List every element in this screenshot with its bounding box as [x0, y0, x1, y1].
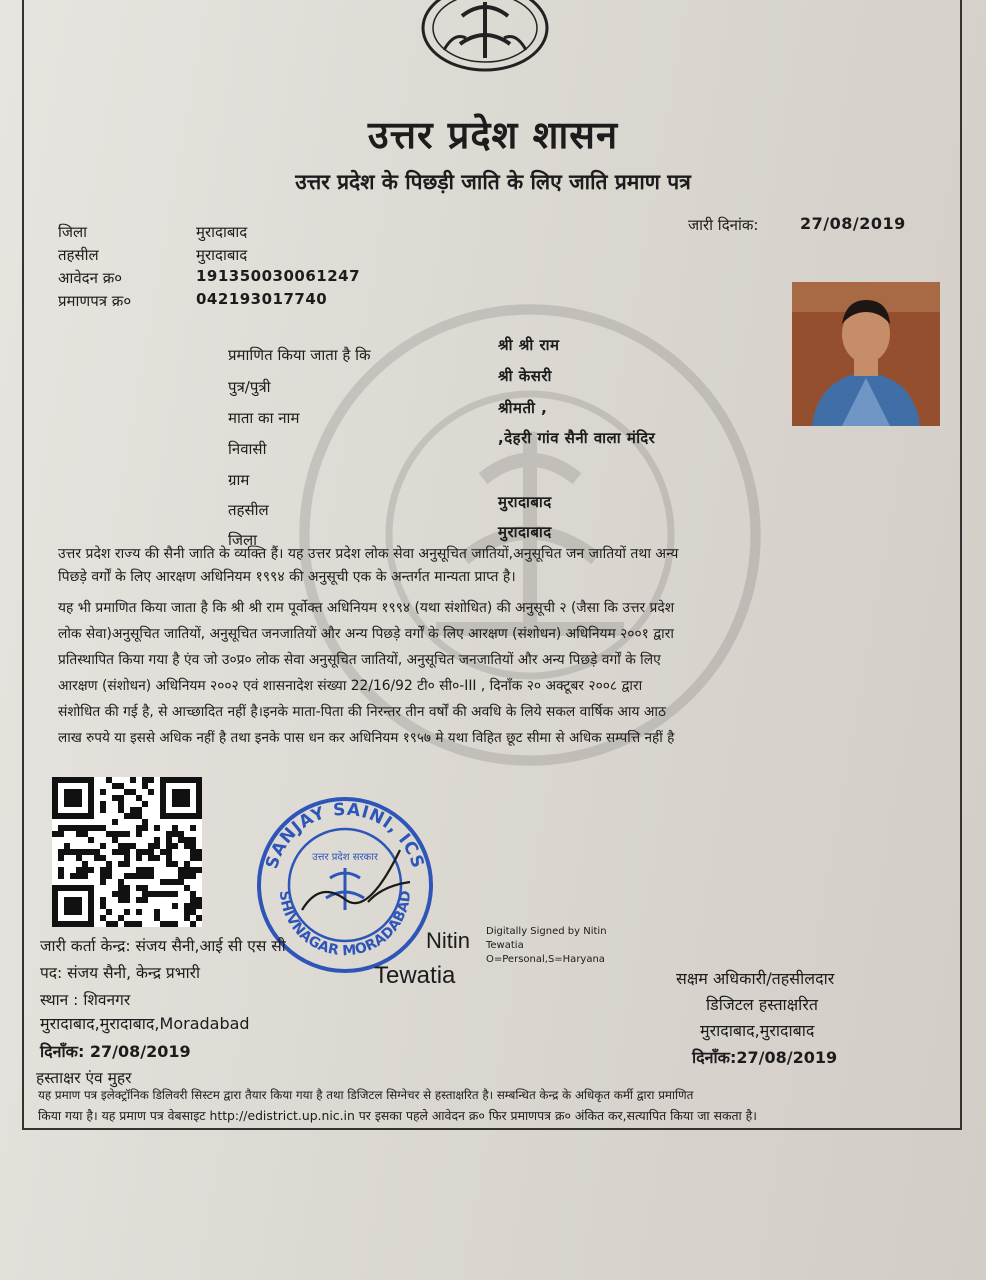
resident-label: निवासी — [228, 440, 267, 458]
para-1-line-1: उत्तर प्रदेश राज्य की सैनी जाति के व्यक्ति हैं। यह उत्तर प्रदेश लोक सेवा अनुसूचित जातियों,अनुसूचित जन जातियों तथा अन्य — [58, 546, 679, 562]
para-2-line-1: यह भी प्रमाणित किया जाता है कि श्री श्री राम पूर्वोक्त अधिनियम १९९४ (यथा संशोधित) की अनुसूची २ (जैसा कि उत्तर प्रदेश — [58, 600, 675, 616]
authority-digitally-signed: डिजिटल हस्ताक्षरित — [706, 995, 818, 1014]
digital-signature-line-1: Digitally Signed by Nitin — [486, 926, 607, 937]
signer-last-name: Tewatia — [374, 962, 456, 989]
signature-seal-label: हस्ताक्षर एंव मुहर — [36, 1069, 132, 1087]
person-district-label: जिला — [228, 531, 258, 549]
certificate-number: 042193017740 — [196, 290, 328, 308]
qr-code — [52, 777, 202, 927]
issue-date-label: जारी दिनांक: — [688, 216, 759, 234]
application-label: आवेदन क्र० — [58, 269, 123, 287]
issuer-place: स्थान : शिवनगर — [40, 991, 131, 1009]
person-name: श्री श्री राम — [498, 336, 560, 354]
authority-date: दिनाँक:27/08/2019 — [692, 1048, 838, 1067]
issue-date: 27/08/2019 — [800, 214, 906, 233]
mother-label: माता का नाम — [228, 409, 300, 427]
stamp-outer-text: SANJAY SAINI, ICS — [262, 799, 428, 872]
person-tehsil-label: तहसील — [228, 501, 269, 519]
person-district-value: मुरादाबाद — [498, 523, 552, 541]
para-2-line-2: लोक सेवा)अनुसूचित जातियों, अनुसूचित जनजातियों और अन्य पिछड़े वर्गों के लिए आरक्षण (संशोधन) अधिनियम २००१ द्वारा — [58, 626, 674, 642]
footer-line-2: किया गया है। यह प्रमाण पत्र वेबसाइट http://edistrict.up.nic.in पर इसका पहले आवेदन क्र० फिर प्रमाणपत्र क्र० अंकित कर,सत्यापित किया जा सकता है। — [38, 1108, 757, 1123]
mother-name: श्रीमती , — [498, 399, 548, 417]
stamp-bottom-text: SHIVNAGAR MORADABAD — [275, 889, 415, 960]
certificate-number-label: प्रमाणपत्र क्र० — [58, 292, 132, 310]
tehsil-label: तहसील — [58, 246, 99, 264]
son-daughter-label: पुत्र/पुत्री — [228, 378, 271, 396]
certify-label: प्रमाणित किया जाता है कि — [228, 346, 371, 364]
footer-line-1: यह प्रमाण पत्र इलेक्ट्रॉनिक डिलिवरी सिस्टम द्वारा तैयार किया गया है तथा डिजिटल सिग्नेचर से हस्ताक्षरित है। सम्बन्धित केन्द्र के अधिकृत कर्मी द्वारा प्रमाणित — [38, 1088, 694, 1102]
emblem-icon — [414, 0, 556, 76]
para-2-line-6: लाख रुपये या इससे अधिक नहीं है तथा इनके पास धन कर अधिनियम १९५७ मे यथा विहित छूट सीमा से अधिक सम्पत्ति नहीं है — [58, 730, 675, 746]
district-label: जिला — [58, 223, 88, 241]
applicant-photo — [792, 282, 940, 426]
certificate-subtitle: उत्तर प्रदेश के पिछड़ी जाति के लिए जाति प्रमाण पत्र — [295, 170, 691, 194]
digital-signature-line-2: Tewatia — [486, 940, 524, 951]
issuer-date: दिनाँक: 27/08/2019 — [40, 1042, 191, 1061]
village-label: ग्राम — [228, 471, 250, 489]
person-tehsil-value: मुरादाबाद — [498, 493, 552, 511]
tehsil-value: मुरादाबाद — [196, 246, 248, 264]
para-1-line-2: पिछड़े वर्गों के लिए आरक्षण अधिनियम १९९४ की अनुसूची एक के अन्तर्गत मान्यता प्राप्त है। — [58, 569, 516, 585]
issuer-address: मुरादाबाद,मुरादाबाद,Moradabad — [40, 1014, 250, 1033]
stamp-inner-text: उत्तर प्रदेश सरकार — [312, 852, 378, 863]
issuer-center: जारी कर्ता केन्द्र: संजय सैनी,आई सी एस सी — [40, 937, 286, 955]
application-number: 191350030061247 — [196, 267, 361, 285]
para-2-line-4: आरक्षण (संशोधन) अधिनियम २००२ एवं शासनादेश संख्या 22/16/92 टी० सी०-III , दिनाँक २० अक्टूबर २००८ द्वारा — [58, 678, 643, 694]
resident-value: ,देहरी गांव सैनी वाला मंदिर — [498, 429, 656, 447]
signer-first-name: Nitin — [426, 928, 471, 953]
digital-signature-line-3: O=Personal,S=Haryana — [486, 954, 605, 965]
issuer-post: पद: संजय सैनी, केन्द्र प्रभारी — [40, 964, 200, 982]
authority-place: मुरादाबाद,मुरादाबाद — [700, 1021, 815, 1040]
authority-title: सक्षम अधिकारी/तहसीलदार — [676, 969, 835, 988]
district-value: मुरादाबाद — [196, 223, 248, 241]
para-2-line-5: संशोधित की गई है, से आच्छादित नहीं है।इनके माता-पिता की निरन्तर तीन वर्षों की अवधि के लिये सकल वार्षिक आय आठ — [58, 704, 667, 720]
page-title: उत्तर प्रदेश शासन — [367, 113, 619, 157]
father-name: श्री केसरी — [498, 367, 552, 385]
para-2-line-3: प्रतिस्थापित किया गया है एंव जो उ०प्र० लोक सेवा अनुसूचित जातियों, अनुसूचित जनजातियों और अन्य पिछड़े वर्गों के लिए — [58, 652, 661, 668]
